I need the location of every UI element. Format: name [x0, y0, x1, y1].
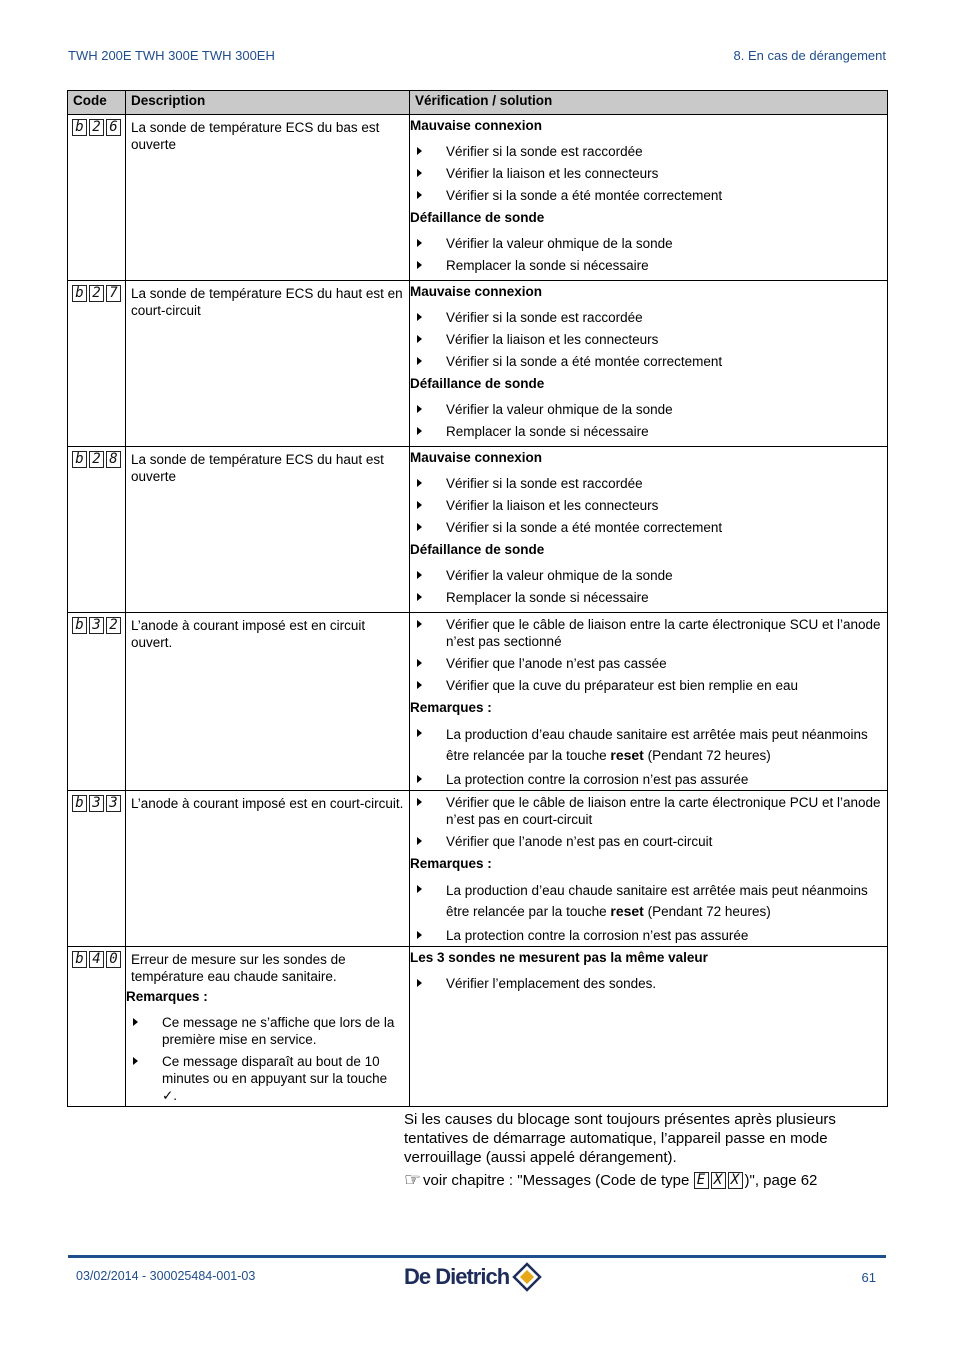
- error-code: b 3 3: [68, 791, 126, 947]
- error-solution: [410, 947, 888, 1107]
- remarks-title: Remarques :: [410, 856, 492, 871]
- list-item: Vérifier la liaison et les connecteurs: [410, 331, 887, 348]
- diamond-logo-icon: [512, 1262, 542, 1292]
- error-code: b 3 2: [68, 613, 126, 791]
- error-description: La sonde de température ECS du haut est ouverte: [126, 447, 410, 613]
- section-title: Mauvaise connexion: [410, 284, 543, 299]
- list-item: La production d’eau chaude sanitaire est arrêtée mais peut néanmoins être relancée par la touche reset (Pendant 72 heures): [410, 881, 887, 922]
- remarks-title: Remarques :: [126, 989, 208, 1004]
- page-number: 61: [861, 1270, 876, 1285]
- section-title: Défaillance de sonde: [410, 376, 545, 391]
- list-item: Vérifier la valeur ohmique de la sonde: [410, 401, 887, 418]
- error-solution: [410, 447, 888, 613]
- list-item: Vérifier l’emplacement des sondes.: [410, 975, 887, 992]
- list-item: Vérifier que l’anode n’est pas cassée: [410, 655, 887, 672]
- brand-logo: [404, 1262, 542, 1292]
- error-solution: [410, 791, 888, 947]
- section-title: Mauvaise connexion: [410, 450, 543, 465]
- error-description: Erreur de mesure sur les sondes de température eau chaude sanitaire. Remarques : Ce message ne s’affiche que lors de la première mise en service. Ce message disparaît au bout de 10 minutes ou en appuyant sur la touche ✓.: [126, 947, 410, 1107]
- error-code: b 4 0: [68, 947, 126, 1107]
- error-code: b 2 6: [68, 115, 126, 281]
- chapter-reference: ☞ voir chapitre : "Messages (Code de type E X X )", page 62: [404, 1170, 818, 1191]
- doc-model-title: TWH 200E TWH 300E TWH 300EH: [68, 48, 275, 63]
- error-code-table: [67, 90, 888, 1107]
- list-item: La production d’eau chaude sanitaire est arrêtée mais peut néanmoins être relancée par la touche reset (Pendant 72 heures): [410, 725, 887, 766]
- section-title: Mauvaise connexion: [410, 118, 543, 133]
- list-item: Vérifier si la sonde a été montée correctement: [410, 187, 887, 204]
- table-row: [68, 947, 888, 1107]
- brand-name: De Dietrich: [404, 1264, 510, 1289]
- error-description: La sonde de température ECS du haut est en court-circuit: [126, 281, 410, 447]
- list-item: Remplacer la sonde si nécessaire: [410, 589, 887, 606]
- error-description: La sonde de température ECS du bas est ouverte: [126, 115, 410, 281]
- error-solution: [410, 613, 888, 791]
- table-row: [68, 613, 888, 791]
- table-row: [68, 791, 888, 947]
- reset-key: reset: [610, 903, 644, 919]
- list-item: Vérifier la valeur ohmique de la sonde: [410, 235, 887, 252]
- section-title: Les 3 sondes ne mesurent pas la même valeur: [410, 950, 708, 965]
- list-item: La protection contre la corrosion n’est pas assurée: [410, 771, 887, 788]
- table-row: [68, 281, 888, 447]
- remarks-title: Remarques :: [410, 700, 492, 715]
- list-item: Vérifier que la cuve du préparateur est bien remplie en eau: [410, 677, 887, 694]
- error-solution: [410, 115, 888, 281]
- section-title: Défaillance de sonde: [410, 210, 545, 225]
- col-header-solution: Vérification / solution: [410, 91, 888, 115]
- list-item: Vérifier si la sonde est raccordée: [410, 309, 887, 326]
- list-item: Vérifier si la sonde a été montée correctement: [410, 519, 887, 536]
- table-header-row: [68, 91, 888, 115]
- chapter-title: 8. En cas de dérangement: [733, 48, 886, 63]
- col-header-code: Code: [68, 91, 126, 115]
- list-item: Ce message disparaît au bout de 10 minutes ou en appuyant sur la touche ✓.: [126, 1053, 405, 1104]
- reset-key: reset: [610, 747, 644, 763]
- table-row: [68, 115, 888, 281]
- check-key-icon: ✓.: [162, 1088, 178, 1103]
- list-item: Remplacer la sonde si nécessaire: [410, 257, 887, 274]
- list-item: Vérifier si la sonde a été montée correctement: [410, 353, 887, 370]
- list-item: Remplacer la sonde si nécessaire: [410, 423, 887, 440]
- error-description: L’anode à courant imposé est en court-circuit.: [126, 791, 410, 947]
- error-code: b 2 8: [68, 447, 126, 613]
- list-item: Vérifier la valeur ohmique de la sonde: [410, 567, 887, 584]
- list-item: Vérifier si la sonde est raccordée: [410, 475, 887, 492]
- list-item: Vérifier que le câble de liaison entre la carte électronique SCU et l’anode n’est pas sectionné: [410, 616, 887, 650]
- note-text: Si les causes du blocage sont toujours présentes après plusieurs tentatives de démarrage automatique, l’appareil passe en mode verrouillage (aussi appelé dérangement).: [404, 1111, 836, 1166]
- error-solution: [410, 281, 888, 447]
- lockout-note: [404, 1110, 874, 1190]
- list-item: Vérifier que le câble de liaison entre la carte électronique PCU et l’anode n’est pas en court-circuit: [410, 794, 887, 828]
- table-row: [68, 447, 888, 613]
- error-code: b 2 7: [68, 281, 126, 447]
- footer-divider: [68, 1255, 886, 1258]
- list-item: Vérifier si la sonde est raccordée: [410, 143, 887, 160]
- list-item: Vérifier la liaison et les connecteurs: [410, 165, 887, 182]
- list-item: Ce message ne s’affiche que lors de la première mise en service.: [126, 1014, 405, 1048]
- list-item: Vérifier que l’anode n’est pas en court-circuit: [410, 833, 887, 850]
- section-title: Défaillance de sonde: [410, 542, 545, 557]
- list-item: La protection contre la corrosion n’est pas assurée: [410, 927, 887, 944]
- list-item: Vérifier la liaison et les connecteurs: [410, 497, 887, 514]
- footer-date-ref: 03/02/2014 - 300025484-001-03: [76, 1269, 256, 1283]
- pointing-hand-icon: ☞: [404, 1170, 422, 1191]
- error-description: L’anode à courant imposé est en circuit ouvert.: [126, 613, 410, 791]
- col-header-description: Description: [126, 91, 410, 115]
